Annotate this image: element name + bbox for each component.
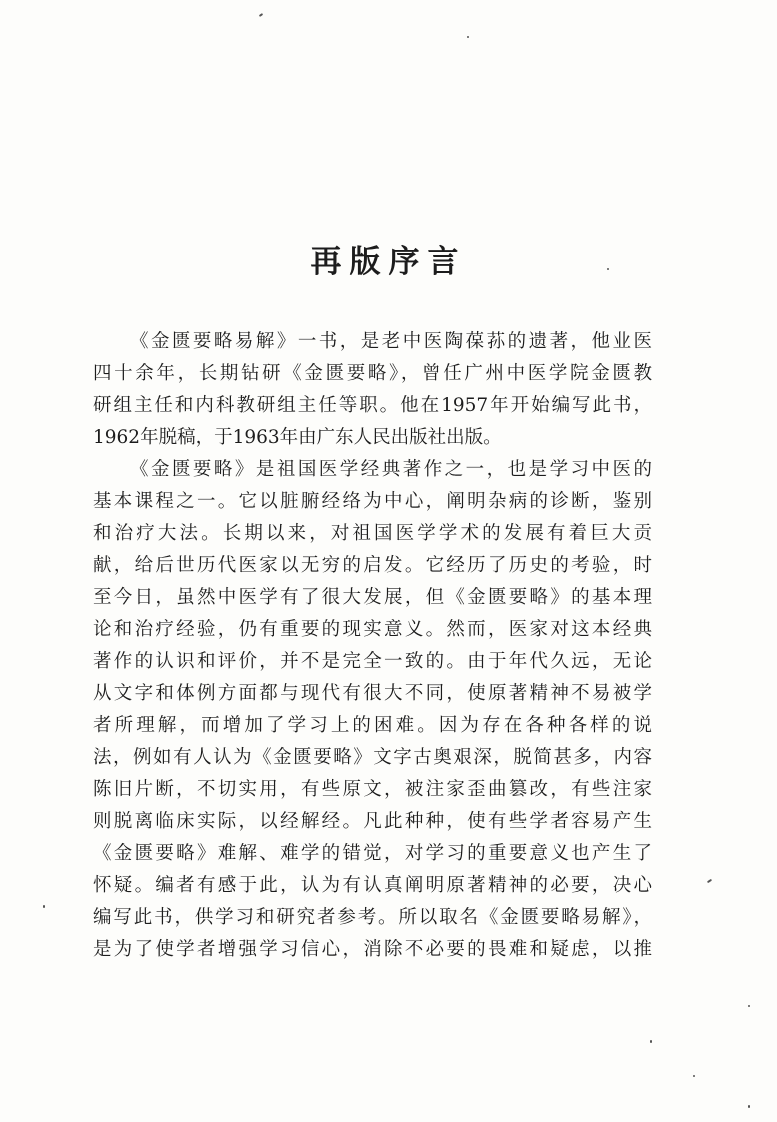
text-line: 至今日，虽然中医学有了很大发展，但《金匮要略》的基本理 — [93, 587, 652, 608]
preface-body — [93, 326, 652, 966]
scan-speck — [259, 13, 263, 17]
text-line: 著作的认识和评价，并不是完全一致的。由于年代久远，无论 — [93, 651, 652, 672]
scan-speck — [607, 268, 609, 270]
text-line: 基本课程之一。它以脏腑经络为中心，阐明杂病的诊断，鉴别 — [93, 491, 652, 512]
text-line: 《金匮要略易解》一书，是老中医陶葆荪的遗著，他业医 — [130, 331, 652, 352]
text-line: 陈旧片断，不切实用，有些原文，被注家歪曲篡改，有些注家 — [93, 779, 652, 800]
text-line: 《金匮要略》是祖国医学经典著作之一，也是学习中医的 — [130, 459, 652, 480]
page-title: 再版序言 — [310, 244, 467, 280]
text-line: 从文字和体例方面都与现代有很大不同，使原著精神不易被学 — [93, 683, 652, 704]
scan-speck — [43, 905, 45, 908]
scan-speck — [693, 1075, 695, 1077]
text-line: 编写此书，供学习和研究者参考。所以取名《金匮要略易解》， — [93, 907, 652, 928]
text-line: 研组主任和内科教研组主任等职。他在1957年开始编写此书， — [93, 395, 652, 416]
text-line: 论和治疗经验，仍有重要的现实意义。然而，医家对这本经典 — [93, 619, 652, 640]
text-line: 《金匮要略》难解、难学的错觉，对学习的重要意义也产生了 — [93, 843, 652, 864]
scan-speck — [707, 879, 712, 884]
text-line: 是为了使学者增强学习信心，消除不必要的畏难和疑虑，以推 — [93, 939, 652, 960]
text-line: 法，例如有人认为《金匮要略》文字古奥艰深，脱简甚多，内容 — [93, 747, 652, 768]
scan-speck — [748, 1005, 750, 1007]
text-line: 者所理解，而增加了学习上的困难。因为存在各种各样的说 — [93, 715, 652, 736]
scan-speck — [467, 36, 469, 38]
text-line: 怀疑。编者有感于此，认为有认真阐明原著精神的必要，决心 — [93, 875, 652, 896]
text-line: 1962年脱稿，于1963年由广东人民出版社出版。 — [93, 427, 502, 448]
text-line: 四十余年，长期钻研《金匮要略》，曾任广州中医学院金匮教 — [93, 363, 652, 384]
scan-speck — [748, 1105, 750, 1108]
text-line: 和治疗大法。长期以来，对祖国医学学术的发展有着巨大贡 — [93, 523, 652, 544]
text-line: 则脱离临床实际，以经解经。凡此种种，使有些学者容易产生 — [93, 811, 652, 832]
text-line: 献，给后世历代医家以无穷的启发。它经历了历史的考验，时 — [93, 555, 652, 576]
scan-speck — [650, 1040, 652, 1043]
